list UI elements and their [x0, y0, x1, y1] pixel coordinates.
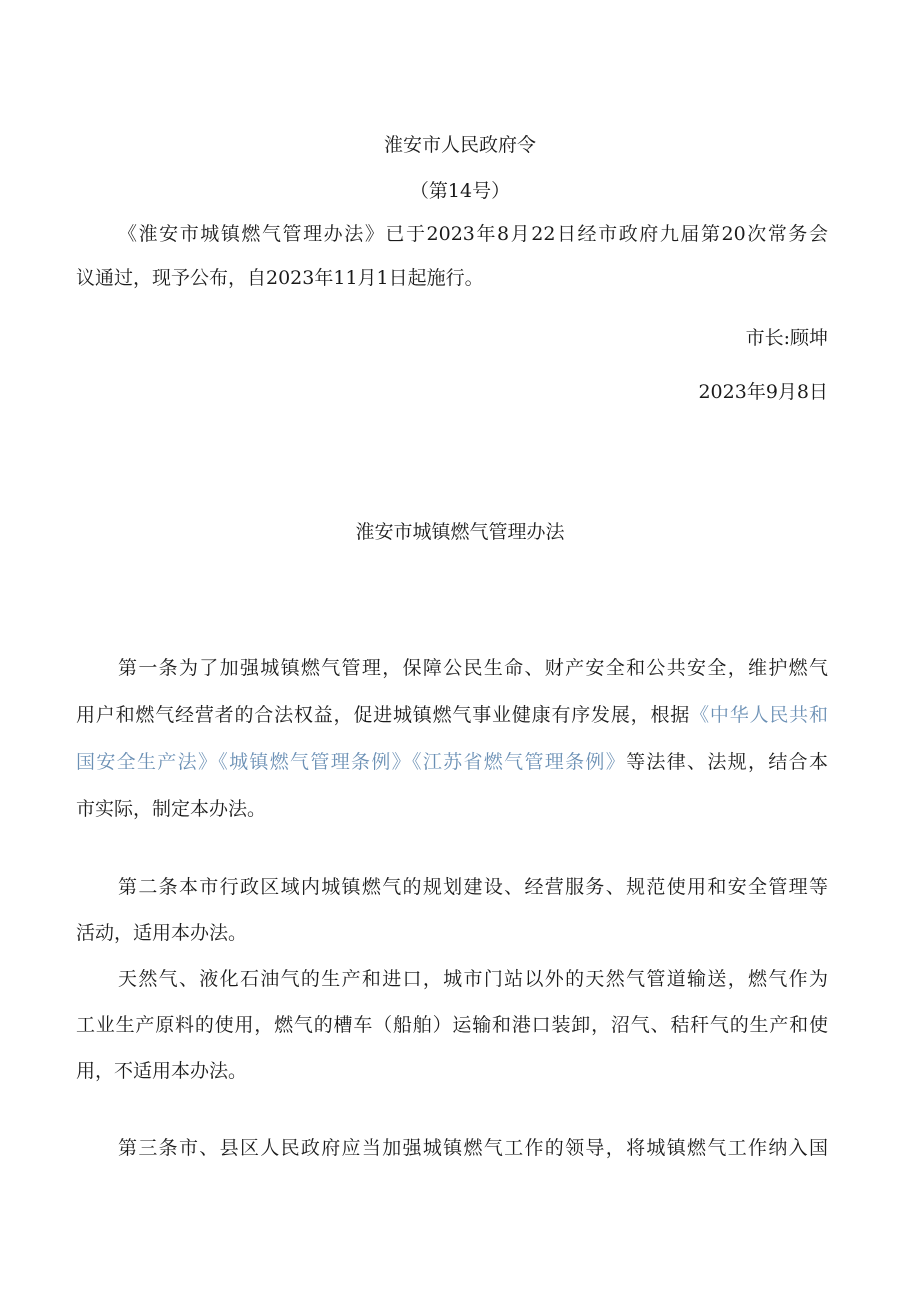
decree-date: 2023年9月8日: [698, 381, 828, 403]
article2-line-1: 第二条本市行政区域内城镇燃气的规划建设、经营服务、规范使用和安全管理等: [118, 876, 828, 898]
law-link-safety-production[interactable]: 《中华人民共和: [690, 704, 828, 726]
article2-p2-line-2: 工业生产原料的使用，燃气的槽车（船舶）运输和港口装卸，沼气、秸秆气的生产和使: [76, 1014, 828, 1036]
article2-p2-line-1: 天然气、液化石油气的生产和进口，城市门站以外的天然气管道输送，燃气作为: [118, 968, 828, 990]
article1-line-4: 市实际，制定本办法。: [76, 798, 267, 820]
decree-signature: 市长:顾坤: [745, 327, 828, 349]
article3-line-1: 第三条市、县区人民政府应当加强城镇燃气工作的领导，将城镇燃气工作纳入国: [118, 1137, 828, 1159]
decree-body-line-1: 《淮安市城镇燃气管理办法》已于2023年8月22日经市政府九届第20次常务会: [118, 223, 828, 245]
law-links-gas-regulations[interactable]: 国安全生产法》《城镇燃气管理条例》《江苏省燃气管理条例》: [76, 751, 627, 773]
article2-p2-line-3: 用，不适用本办法。: [76, 1060, 248, 1082]
article2-line-2: 活动，适用本办法。: [76, 922, 248, 944]
regulation-title: 淮安市城镇燃气管理办法: [355, 521, 565, 543]
article1-line-2: [76, 703, 828, 727]
article1-line-3: [76, 750, 828, 774]
article1-line-1: 第一条为了加强城镇燃气管理，保障公民生命、财产安全和公共安全，维护燃气: [118, 657, 828, 679]
article1-line-2-text: 用户和燃气经营者的合法权益，促进城镇燃气事业健康有序发展，根据: [76, 704, 691, 726]
article1-line-3-text: 等法律、法规，结合本: [626, 751, 828, 773]
decree-number: （第14号）: [409, 180, 511, 202]
decree-body-line-2: 议通过，现予公布，自2023年11月1日起施行。: [76, 267, 484, 289]
decree-title: 淮安市人民政府令: [383, 134, 536, 156]
